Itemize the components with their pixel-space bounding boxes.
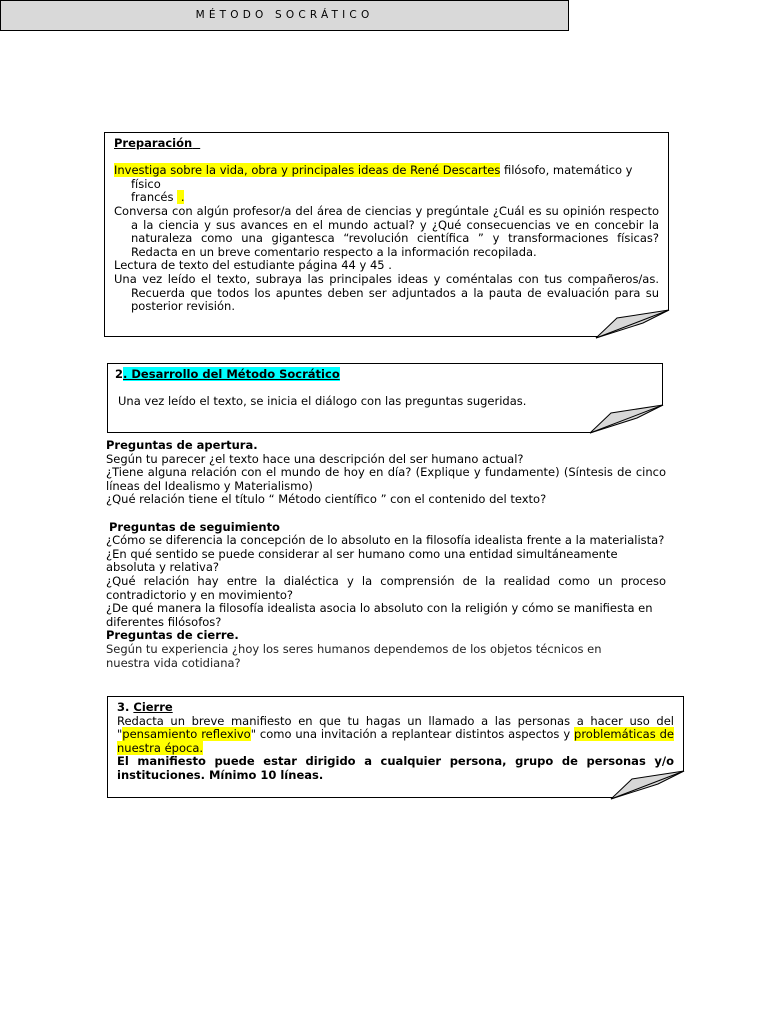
- preparacion-item-subraya: Una vez leído el texto, subraya las principales ideas y coméntalas con tus compañeros/as. Recuerda que todos los apuntes deben ser adjuntados a la pauta de evaluación para su posterior revisión.: [114, 271, 659, 314]
- cierre-paragraph-1: Redacta un breve manifiesto en que tu hagas un llamado a las personas a hacer uso del "pensamiento reflexivo" como una invitación a replantear distintos aspectos y problemáticas de nuestra época.: [117, 713, 674, 755]
- page-title-box: [0, 0, 569, 31]
- cierre-q1: Según tu experiencia ¿hoy los seres humanos dependemos de los objetos técnicos en nuestra vida cotidiana?: [106, 641, 602, 670]
- desarrollo-heading: 2. Desarrollo del Método Socrático: [115, 367, 340, 381]
- preguntas-block: [106, 439, 666, 670]
- preparacion-item-profesor: Conversa con algún profesor/a del área de ciencias y pregúntale ¿Cuál es su opinión respecto a la ciencia y sus avances en el mundo actual? y ¿Qué consecuencias ve en concebir la naturaleza como una gigantesca “revolución científica ” y transformaciones físicas? Redacta en un breve comentario respecto a la información recopilada.: [114, 203, 659, 259]
- apertura-q2: ¿Tiene alguna relación con el mundo de hoy en día? (Explique y fundamente) (Síntesis de cinco líneas del Idealismo y Materialismo): [106, 465, 666, 493]
- preparacion-box: [104, 132, 669, 337]
- seguimiento-q2: ¿En qué sentido se puede considerar al ser humano como una entidad simultáneamente absoluta y relativa?: [106, 546, 618, 575]
- page-fold-icon: [589, 404, 665, 434]
- cierre-heading: 3. Cierre: [117, 700, 173, 714]
- seguimiento-q4: ¿De qué manera la filosofía idealista asocia lo absoluto con la religión y cómo se manifiesta en diferentes filósofos?: [106, 601, 653, 629]
- desarrollo-box: [107, 363, 663, 433]
- apertura-heading: Preguntas de apertura.: [106, 438, 258, 452]
- seguimiento-q1: ¿Cómo se diferencia la concepción de lo absoluto en la filosofía idealista frente a la materialista?: [106, 533, 665, 548]
- seguimiento-q3: ¿Qué relación hay entre la dialéctica y la comprensión de la realidad como un proceso contradictorio y en movimiento?: [106, 573, 666, 602]
- page-fold-icon: [610, 770, 686, 800]
- preparacion-item-descartes: Investiga sobre la vida, obra y principales ideas de René Descartes filósofo, matemático y físico francés .: [114, 163, 633, 205]
- cierre-preguntas-heading: Preguntas de cierre.: [106, 628, 239, 643]
- cierre-box: [107, 696, 684, 798]
- page-title: MÉTODO SOCRÁTICO: [195, 8, 374, 21]
- desarrollo-text: Una vez leído el texto, se inicia el diálogo con las preguntas sugeridas.: [118, 394, 527, 409]
- preparacion-heading: Preparación: [114, 136, 193, 150]
- cierre-paragraph-2: El manifiesto puede estar dirigido a cualquier persona, grupo de personas y/o instituciones. Mínimo 10 líneas.: [117, 754, 674, 782]
- preparacion-item-lectura: Lectura de texto del estudiante página 44 y 45 .: [114, 258, 392, 273]
- page-fold-icon: [595, 309, 671, 339]
- apertura-q1: Según tu parecer ¿el texto hace una descripción del ser humano actual?: [106, 451, 524, 466]
- apertura-q3: ¿Qué relación tiene el título “ Método científico ” con el contenido del texto?: [106, 492, 547, 507]
- seguimiento-heading: Preguntas de seguimiento: [109, 519, 280, 534]
